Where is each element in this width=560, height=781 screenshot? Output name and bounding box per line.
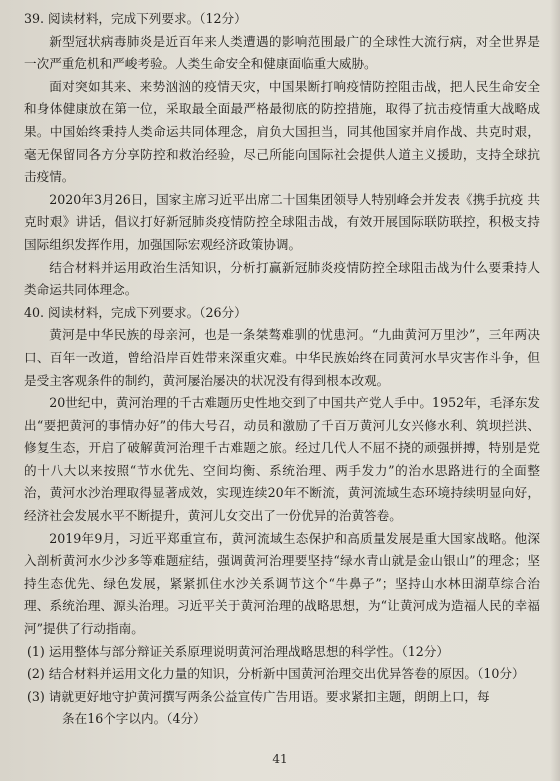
question-40-header: 40. 阅读材料，完成下列要求。（26分） xyxy=(24,304,247,320)
q40-paragraph-1: 黄河是中华民族的母亲河，也是一条桀骜难驯的忧患河。“九曲黄河万里沙”，三年两决口、百年一改道，曾给沿岸百姓带来深重灾难。中华民族始终在同黄河水旱灾害作斗争，但是受主客观条件的制约，黄河屡治屡决的状况没有得到根本改观。 xyxy=(24,327,540,388)
q40-subquestion-2: (2) 结合材料并运用文化力量的知识，分析新中国黄河治理交出优异答卷的原因。（10分） xyxy=(27,666,525,682)
question-39-header: 39. 阅读材料，完成下列要求。（12分） xyxy=(24,11,247,26)
q40-subquestion-3-line-1: (3) 请就更好地守护黄河撰写两条公益宣传广告用语。要求紧扣主题，朗朗上口，每 xyxy=(27,688,490,704)
q40-subquestion-3-line-2: 条在16个字以内。（4分） xyxy=(62,711,206,727)
q39-paragraph-3: 2020年3月26日，国家主席习近平出席二十国集团领导人特别峰会并发表《携手抗疫 共克时艰》讲话，倡议打好新冠肺炎疫情防控全球阻击战，有效开展国际联防联控，积极支持国际组织发挥作用，加强国际宏观经济政策协调。 xyxy=(24,191,540,252)
q40-subquestion-1: (1) 运用整体与部分辩证关系原理说明黄河治理战略思想的科学性。（12分） xyxy=(27,643,449,659)
page-number: 41 xyxy=(272,752,288,766)
q40-paragraph-3: 2019年9月，习近平郑重宣布，黄河流域生态保护和高质量发展是重大国家战略。他深入剖析黄河水少沙多等难题症结，强调黄河治理要坚持“绿水青山就是金山银山”的理念；坚持生态优先、绿色发展，紧紧抓住水沙关系调节这个“牛鼻子”；坚持山水林田湖草综合治理、系统治理、源头治理。习近平关于黄河治理的战略思想，为“让黄河成为造福人民的幸福河”提供了行动指南。 xyxy=(24,530,540,637)
q39-paragraph-2: 面对突如其来、来势汹汹的疫情天灾，中国果断打响疫情防控阻击战，把人民生命安全和身体健康放在第一位，采取最全面最严格最彻底的防控措施，取得了抗击疫情重大战略成果。中国始终秉持人类命运共同体理念，肩负大国担当，同其他国家并肩作战、共克时艰，毫无保留同各方分享防控和救治经验，尽己所能向国际社会提供人道主义援助，支持全球抗击疫情。 xyxy=(24,78,540,185)
q40-paragraph-2: 20世纪中，黄河治理的千古难题历史性地交到了中国共产党人手中。1952年，毛泽东发出“要把黄河的事情办好”的伟大号召，动员和激励了千百万黄河儿女兴修水利、筑坝拦洪、修复生态，开启了破解黄河治理千古难题之旅。经过几代人不屈不挠的顽强拼搏，特别是党的十八大以来按照“节水优先、空间均衡、系统治理、两手发力”的治水思路进行的全面整治，黄河水沙治理取得显著成效，实现连续20年不断流，黄河流域生态环境持续明显向好，经济社会发展水平不断提升，黄河儿女交出了一份优异的治黄答卷。 xyxy=(24,395,540,524)
page-edge-shadow xyxy=(550,0,560,781)
q39-question: 结合材料并运用政治生活知识，分析打赢新冠肺炎疫情防控全球阻击战为什么要秉持人类命运共同体理念。 xyxy=(24,259,540,298)
page-content xyxy=(24,8,540,731)
q39-paragraph-1: 新型冠状病毒肺炎是近百年来人类遭遇的影响范围最广的全球性大流行病，对全世界是一次严重危机和严峻考验。人类生命安全和健康面临重大威胁。 xyxy=(24,33,540,72)
